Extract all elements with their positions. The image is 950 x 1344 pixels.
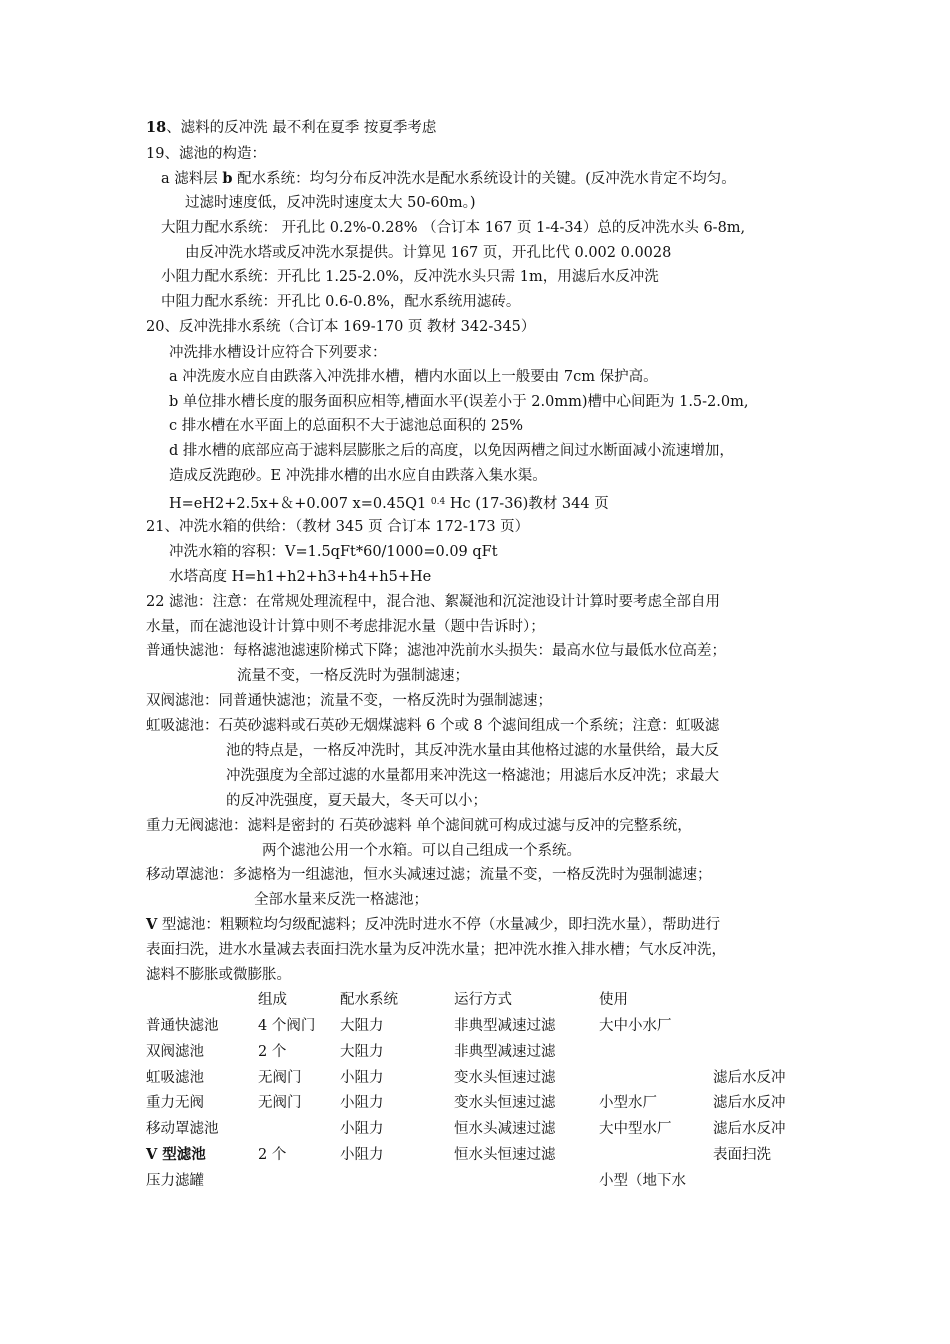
table-cell: 滤后水反冲: [713, 1095, 786, 1111]
section-22-line: 冲洗强度为全部过滤的水量都用来冲洗这一格滤池；用滤后水反冲洗；求最大: [226, 768, 719, 784]
table-cell: 重力无阀: [146, 1095, 204, 1111]
table-cell: 表面扫洗: [713, 1147, 771, 1163]
table-cell: 变水头恒速过滤: [454, 1070, 556, 1086]
table-header: 组成: [258, 992, 287, 1008]
section-22-line: 虹吸滤池：石英砂滤料或石英砂无烟煤滤料 6 个或 8 个滤间组成一个系统；注意：虹吸滤: [146, 718, 720, 734]
section-20-item-e: 造成反洗跑砂。E 冲洗排水槽的出水应自由跌落入集水渠。: [169, 468, 547, 484]
section-19-line: 中阻力配水系统：开孔比 0.6-0.8%，配水系统用滤砖。: [161, 294, 521, 310]
section-19-line: 大阻力配水系统： 开孔比 0.2%-0.28% （合订本 167 页 1-4-34）总的反冲洗水头 6-8m,: [161, 220, 746, 236]
table-cell: 变水头恒速过滤: [454, 1095, 556, 1111]
table-cell: 2 个: [258, 1044, 287, 1060]
section-22-line: 池的特点是，一格反冲洗时，其反冲洗水量由其他格过滤的水量供给，最大反: [226, 743, 719, 759]
section-22-line: 移动罩滤池：多滤格为一组滤池，恒水头减速过滤；流量不变，一格反洗时为强制滤速；: [146, 867, 712, 883]
section-20-line: 冲洗排水槽设计应符合下列要求：: [169, 345, 387, 361]
section-number: 18: [146, 119, 167, 136]
section-19-title: 19、滤池的构造：: [146, 146, 266, 162]
section-22-line: 表面扫洗，进水水量减去表面扫洗水量为反冲洗水量；把冲洗水推入排水槽；气水反冲洗，: [146, 942, 726, 958]
table-cell: 移动罩滤池: [146, 1121, 219, 1137]
section-21-title: 21、冲洗水箱的供给：（教材 345 页 合订本 172-173 页）: [146, 519, 530, 535]
section-20-item-a: a 冲洗废水应自由跌落入冲洗排水槽，槽内水面以上一般要由 7cm 保护高。: [169, 369, 658, 385]
section-21-line: 冲洗水箱的容积：V=1.5qFt*60/1000=0.09 qFt: [169, 544, 498, 560]
section-22-line: V 型滤池：粗颗粒均匀级配滤料；反冲洗时进水不停（水量减少，即扫洗水量），帮助进行: [146, 916, 721, 933]
section-20-item-b: b 单位排水槽长度的服务面积应相等,槽面水平(误差小于 2.0mm)槽中心间距为 1.5-2.0m,: [169, 394, 749, 410]
section-22-line: 的反冲洗强度，夏天最大，冬天可以小；: [226, 793, 487, 809]
table-cell: 大阻力: [340, 1044, 384, 1060]
table-cell: 小阻力: [340, 1121, 384, 1137]
table-cell: 小型（地下水: [599, 1173, 686, 1189]
section-20-formula: H=eH2+2.5x+＆+0.007 x=0.45Q1 $^{0.4}$ Hc (17-36)教材 344 页: [169, 496, 609, 512]
table-cell: 滤后水反冲: [713, 1121, 786, 1137]
table-cell: 滤后水反冲: [713, 1070, 786, 1086]
section-22-line: 水量，而在滤池设计计算中则不考虑排泥水量（题中告诉时）；: [146, 619, 545, 635]
table-cell: 非典型减速过滤: [454, 1018, 556, 1034]
table-cell: 普通快滤池: [146, 1018, 219, 1034]
section-19-line: a 滤料层 b 配水系统：均匀分布反冲洗水是配水系统设计的关键。(反冲洗水肯定不均匀。: [161, 170, 736, 187]
table-cell: 小型水厂: [599, 1095, 657, 1111]
table-cell: 恒水头恒速过滤: [454, 1147, 556, 1163]
table-cell: 虹吸滤池: [146, 1070, 204, 1086]
section-22-line: 22 滤池：注意：在常规处理流程中，混合池、絮凝池和沉淀池设计计算时要考虑全部自用: [146, 594, 721, 610]
section-19-line: 小阻力配水系统：开孔比 1.25-2.0%，反冲洗水头只需 1m，用滤后水反冲洗: [161, 269, 659, 285]
table-cell: 大中型水厂: [599, 1121, 672, 1137]
table-header: 使用: [599, 992, 628, 1008]
section-19-line: 过滤时速度低，反冲洗时速度太大 50-60m。): [185, 195, 476, 211]
table-cell: 恒水头减速过滤: [454, 1121, 556, 1137]
section-21-line: 水塔高度 H=h1+h2+h3+h4+h5+He: [169, 569, 432, 585]
table-cell: 双阀滤池: [146, 1044, 204, 1060]
table-cell: 无阀门: [258, 1070, 302, 1086]
section-22-line: 滤料不膨胀或微膨胀。: [146, 967, 291, 983]
table-cell: 小阻力: [340, 1147, 384, 1163]
table-cell: 2 个: [258, 1147, 287, 1163]
section-22-line: 普通快滤池：每格滤池滤速阶梯式下降；滤池冲洗前水头损失：最高水位与最低水位高差；: [146, 643, 726, 659]
section-22-line: 流量不变，一格反洗时为强制滤速；: [237, 668, 469, 684]
table-header: 运行方式: [454, 992, 512, 1008]
section-18: [146, 118, 436, 138]
table-cell: 压力滤罐: [146, 1173, 204, 1189]
section-text: 、滤料的反冲洗 最不利在夏季 按夏季考虑: [166, 120, 437, 136]
table-cell: 大中小水厂: [599, 1018, 672, 1034]
table-cell: 非典型减速过滤: [454, 1044, 556, 1060]
section-22-line: 双阀滤池：同普通快滤池；流量不变，一格反洗时为强制滤速；: [146, 693, 552, 709]
section-22-line: 重力无阀滤池：滤料是密封的 石英砂滤料 单个滤间就可构成过滤与反冲的完整系统，: [146, 818, 692, 834]
table-cell: 无阀门: [258, 1095, 302, 1111]
table-cell: 4 个阀门: [258, 1018, 316, 1034]
section-19-line: 由反冲洗水塔或反冲洗水泵提供。计算见 167 页，开孔比代 0.002 0.0028: [185, 245, 672, 261]
section-22-line: 两个滤池公用一个水箱。可以自己组成一个系统。: [262, 843, 581, 859]
table-cell: 小阻力: [340, 1070, 384, 1086]
section-20-item-d: d 排水槽的底部应高于滤料层膨胀之后的高度，以免因两槽之间过水断面减小流速增加，: [169, 443, 734, 459]
table-cell: 小阻力: [340, 1095, 384, 1111]
table-cell: 大阻力: [340, 1018, 384, 1034]
table-cell: V 型滤池: [146, 1146, 206, 1163]
section-22-line: 全部水量来反洗一格滤池；: [254, 892, 428, 908]
section-20-title: 20、反冲洗排水系统（合订本 169-170 页 教材 342-345）: [146, 319, 536, 335]
section-20-item-c: c 排水槽在水平面上的总面积不大于滤池总面积的 25%: [169, 418, 524, 434]
table-header: 配水系统: [340, 992, 398, 1008]
